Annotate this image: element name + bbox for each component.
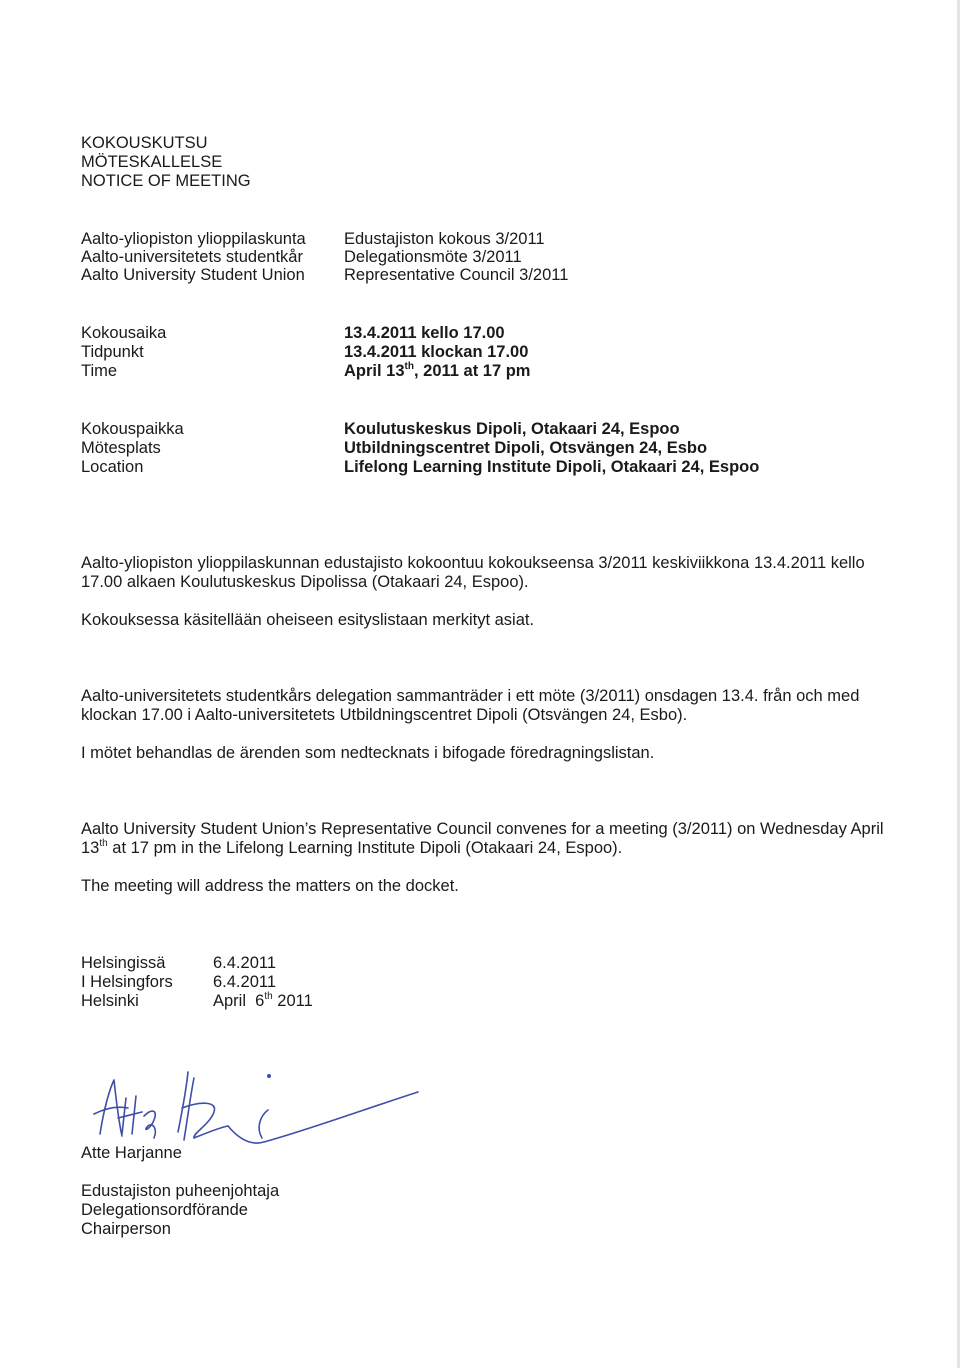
title-finnish: KOKOUSKUTSU (81, 134, 208, 152)
time-value-swedish: 13.4.2011 klockan 17.00 (344, 343, 529, 361)
date-finnish: 6.4.2011 (213, 954, 277, 972)
finnish-agenda-note: Kokouksessa käsitellään oheiseen esityslistaan merkityt asiat. (81, 611, 535, 629)
time-label-swedish: Tidpunkt (81, 343, 144, 361)
location-label-finnish: Kokouspaikka (81, 420, 184, 438)
org-name-swedish: Aalto-universitetets studentkår (81, 248, 303, 266)
location-value-english: Lifelong Learning Institute Dipoli, Otakaari 24, Espoo (344, 458, 760, 476)
org-name-finnish: Aalto-yliopiston ylioppilaskunta (81, 230, 306, 248)
place-english: Helsinki (81, 992, 139, 1010)
swedish-agenda-note: I mötet behandlas de ärenden som nedtecknats i bifogade föredragningslistan. (81, 744, 655, 762)
meeting-name-swedish: Delegationsmöte 3/2011 (344, 248, 522, 266)
location-label-english: Location (81, 458, 144, 476)
signatory-title-finnish: Edustajiston puheenjohtaja (81, 1182, 280, 1200)
location-label-swedish: Mötesplats (81, 439, 161, 457)
english-date-ordinal: th (99, 837, 108, 849)
time-value-english (344, 362, 530, 381)
english-paragraph-line-1: Aalto University Student Union’s Representative Council convenes for a meeting (3/2011) on Wednesday April (81, 820, 884, 838)
signatory-title-swedish: Delegationsordförande (81, 1201, 248, 1219)
time-english-rest: , 2011 at 17 pm (413, 362, 531, 380)
english-agenda-note: The meeting will address the matters on the docket. (81, 877, 459, 895)
handwritten-signature (78, 1068, 438, 1148)
location-value-swedish: Utbildningscentret Dipoli, Otsvängen 24, Esbo (344, 439, 708, 457)
place-swedish: I Helsingfors (81, 973, 173, 991)
english-date-number: 13 (81, 839, 100, 857)
meeting-name-english: Representative Council 3/2011 (344, 266, 569, 284)
english-paragraph-line-2-rest: at 17 pm in the Lifelong Learning Institute Dipoli (Otakaari 24, Espoo). (107, 839, 623, 857)
time-value-finnish: 13.4.2011 kello 17.00 (344, 324, 505, 342)
swedish-paragraph-line-1: Aalto-universitetets studentkårs delegation sammanträder i ett möte (3/2011) onsdagen 13.4. från och med (81, 687, 860, 705)
signatory-name: Atte Harjanne (81, 1144, 182, 1162)
time-english-ordinal: th (404, 360, 414, 372)
title-english: NOTICE OF MEETING (81, 172, 251, 190)
swedish-paragraph-line-2: klockan 17.00 i Aalto-universitetets Utbildningscentret Dipoli (Otsvängen 24, Esbo). (81, 706, 688, 724)
date-english (213, 992, 313, 1011)
location-value-finnish: Koulutuskeskus Dipoli, Otakaari 24, Espoo (344, 420, 680, 438)
finnish-paragraph-line-1: Aalto-yliopiston ylioppilaskunnan edustajisto kokoontuu kokoukseensa 3/2011 keskiviikkona 13.4.2011 kello (81, 554, 865, 572)
date-english-year: 2011 (272, 992, 313, 1010)
signatory-title-english: Chairperson (81, 1220, 171, 1238)
org-name-english: Aalto University Student Union (81, 266, 305, 284)
place-finnish: Helsingissä (81, 954, 166, 972)
time-english-date: April 13 (344, 362, 405, 380)
finnish-paragraph-line-2: 17.00 alkaen Koulutuskeskus Dipolissa (Otakaari 24, Espoo). (81, 573, 529, 591)
english-paragraph-line-2 (81, 839, 622, 858)
time-label-english: Time (81, 362, 118, 380)
date-english-day: April 6 (213, 992, 265, 1010)
date-english-ordinal: th (264, 990, 273, 1002)
time-label-finnish: Kokousaika (81, 324, 167, 342)
date-swedish: 6.4.2011 (213, 973, 277, 991)
title-swedish: MÖTESKALLELSE (81, 153, 223, 171)
meeting-name-finnish: Edustajiston kokous 3/2011 (344, 230, 545, 248)
